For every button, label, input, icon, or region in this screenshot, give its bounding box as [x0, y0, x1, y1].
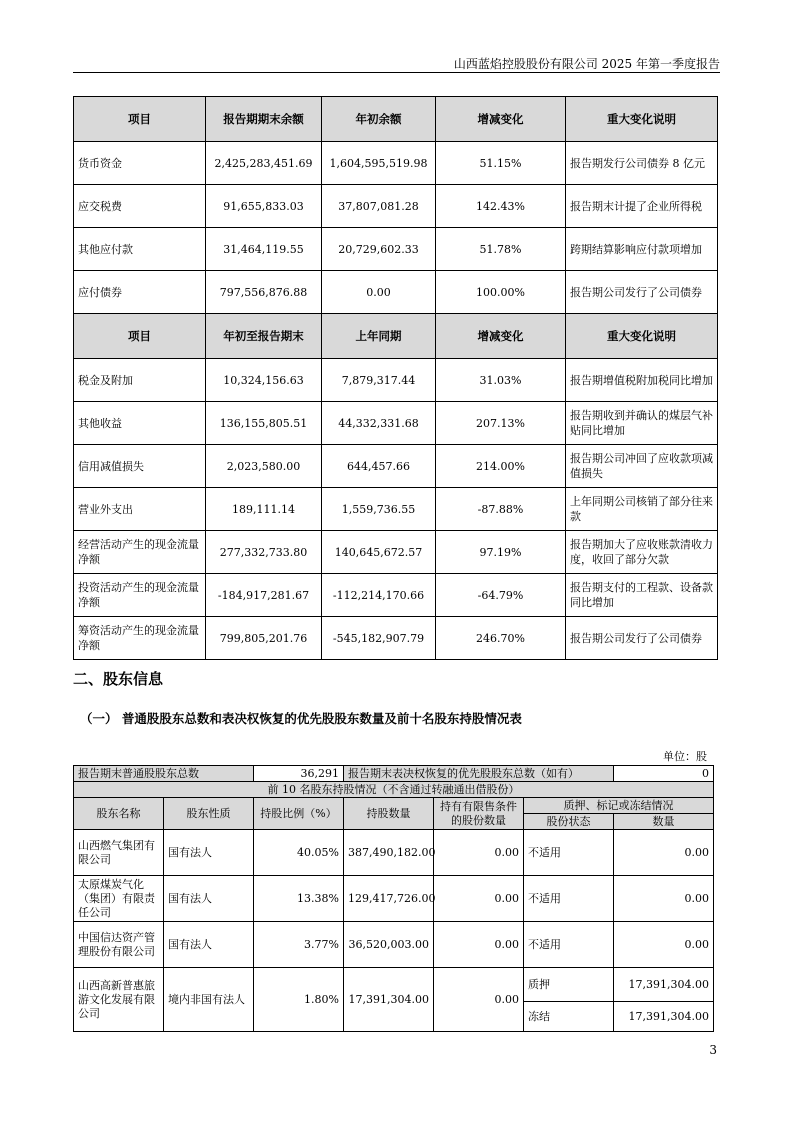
- table-cell: 277,332,733.80: [206, 531, 322, 574]
- table-cell: 0.00: [322, 271, 436, 314]
- table-cell: 142.43%: [436, 185, 566, 228]
- freeze-status: 冻结: [524, 1002, 614, 1032]
- table-cell: 报告期增值税附加税同比增加: [566, 359, 718, 402]
- shareholder-name: 太原煤炭气化（集团）有限责任公司: [74, 876, 164, 922]
- column-header: 重大变化说明: [566, 97, 718, 142]
- table-row: [74, 359, 718, 402]
- shareholder-amount: 0.00: [614, 876, 714, 922]
- pledge-status: 质押: [524, 968, 614, 1002]
- table-cell: 1,559,736.55: [322, 488, 436, 531]
- page-header: 山西蓝焰控股股份有限公司 2025 年第一季度报告: [453, 57, 720, 71]
- table-cell: 246.70%: [436, 617, 566, 660]
- table-cell: 1,604,595,519.98: [322, 142, 436, 185]
- table-row: [74, 228, 718, 271]
- column-header: 报告期期末余额: [206, 97, 322, 142]
- shareholder-status: 不适用: [524, 830, 614, 876]
- table-cell: 140,645,672.57: [322, 531, 436, 574]
- table-cell: 44,332,331.68: [322, 402, 436, 445]
- table-cell: 应交税费: [74, 185, 206, 228]
- shareholder-ratio: 3.77%: [254, 922, 344, 968]
- table-cell: 报告期公司冲回了应收款项减值损失: [566, 445, 718, 488]
- preferred-shareholders-value: 0: [614, 766, 714, 782]
- table-cell: 644,457.66: [322, 445, 436, 488]
- table-row: [74, 142, 718, 185]
- table-cell: 799,805,201.76: [206, 617, 322, 660]
- table-row: [74, 271, 718, 314]
- table-cell: 其他收益: [74, 402, 206, 445]
- shareholder-name: 中国信达资产管理股份有限公司: [74, 922, 164, 968]
- table-cell: 筹资活动产生的现金流量净额: [74, 617, 206, 660]
- shareholder-restricted: 0.00: [434, 876, 524, 922]
- table-cell: 报告期收到并确认的煤层气补贴同比增加: [566, 402, 718, 445]
- table-cell: -64.79%: [436, 574, 566, 617]
- table-cell: 51.78%: [436, 228, 566, 271]
- shareholder-nature: 国有法人: [164, 876, 254, 922]
- shareholder-ratio: 13.38%: [254, 876, 344, 922]
- col-amount-header: 数量: [614, 814, 714, 830]
- shareholder-row: [74, 876, 714, 922]
- table-cell: 97.19%: [436, 531, 566, 574]
- col-name-header: 股东名称: [74, 798, 164, 830]
- column-header: 项目: [74, 314, 206, 359]
- col-status-header: 股份状态: [524, 814, 614, 830]
- shareholder-row: [74, 830, 714, 876]
- table-cell: 其他应付款: [74, 228, 206, 271]
- shareholder-qty: 17,391,304.00: [344, 968, 434, 1032]
- table-cell: 上年同期公司核销了部分往来款: [566, 488, 718, 531]
- table-cell: -545,182,907.79: [322, 617, 436, 660]
- column-header: 增减变化: [436, 314, 566, 359]
- table-row: [74, 185, 718, 228]
- table-cell: 37,807,081.28: [322, 185, 436, 228]
- shareholder-amount: 0.00: [614, 830, 714, 876]
- total-shareholders-value: 36,291: [254, 766, 344, 782]
- shareholder-qty: 387,490,182.00: [344, 830, 434, 876]
- shareholder-ratio: 40.05%: [254, 830, 344, 876]
- table-cell: 投资活动产生的现金流量净额: [74, 574, 206, 617]
- table-cell: 797,556,876.88: [206, 271, 322, 314]
- col-pledge-header: 质押、标记或冻结情况: [524, 798, 714, 814]
- shareholder-nature: 境内非国有法人: [164, 968, 254, 1032]
- table-cell: 报告期公司发行了公司债券: [566, 271, 718, 314]
- table-cell: 20,729,602.33: [322, 228, 436, 271]
- top10-header: 前 10 名股东持股情况（不含通过转融通出借股份）: [74, 782, 714, 798]
- shareholder-qty: 129,417,726.00: [344, 876, 434, 922]
- shareholder-status: 不适用: [524, 922, 614, 968]
- column-header: 年初余额: [322, 97, 436, 142]
- table-row: [74, 574, 718, 617]
- table-row: [74, 402, 718, 445]
- shareholder-restricted: 0.00: [434, 968, 524, 1032]
- table-cell: 31.03%: [436, 359, 566, 402]
- table-cell: 189,111.14: [206, 488, 322, 531]
- shareholder-restricted: 0.00: [434, 830, 524, 876]
- table-cell: 136,155,805.51: [206, 402, 322, 445]
- table-cell: 207.13%: [436, 402, 566, 445]
- col-restricted-header: 持有有限售条件的股份数量: [434, 798, 524, 830]
- table-cell: 货币资金: [74, 142, 206, 185]
- column-header: 年初至报告期末: [206, 314, 322, 359]
- table-cell: 7,879,317.44: [322, 359, 436, 402]
- shareholder-status: 不适用: [524, 876, 614, 922]
- column-header: 重大变化说明: [566, 314, 718, 359]
- table-cell: -184,917,281.67: [206, 574, 322, 617]
- pledge-amount: 17,391,304.00: [614, 968, 714, 1002]
- col-qty-header: 持股数量: [344, 798, 434, 830]
- table-cell: 2,023,580.00: [206, 445, 322, 488]
- table-cell: 应付债券: [74, 271, 206, 314]
- table-cell: 经营活动产生的现金流量净额: [74, 531, 206, 574]
- shareholder-row: [74, 922, 714, 968]
- table-cell: 报告期公司发行了公司债券: [566, 617, 718, 660]
- table-cell: 51.15%: [436, 142, 566, 185]
- shareholder-amount: 0.00: [614, 922, 714, 968]
- table-cell: 跨期结算影响应付款项增加: [566, 228, 718, 271]
- table-row: [74, 531, 718, 574]
- table-cell: -112,214,170.66: [322, 574, 436, 617]
- preferred-shareholders-label: 报告期末表决权恢复的优先股股东总数（如有）: [344, 766, 614, 782]
- section-title: 二、股东信息: [73, 670, 164, 688]
- table-cell: 报告期发行公司债券 8 亿元: [566, 142, 718, 185]
- shareholder-name: 山西高新普惠旅游文化发展有限公司: [74, 968, 164, 1032]
- col-nature-header: 股东性质: [164, 798, 254, 830]
- freeze-amount: 17,391,304.00: [614, 1002, 714, 1032]
- financial-changes-table: [73, 96, 718, 660]
- col-ratio-header: 持股比例（%）: [254, 798, 344, 830]
- shareholder-ratio: 1.80%: [254, 968, 344, 1032]
- header-rule: [73, 72, 720, 73]
- shareholders-table: [73, 765, 714, 1032]
- table-cell: 报告期加大了应收账款清收力度，收回了部分欠款: [566, 531, 718, 574]
- table-cell: 214.00%: [436, 445, 566, 488]
- table-cell: 31,464,119.55: [206, 228, 322, 271]
- table-cell: 91,655,833.03: [206, 185, 322, 228]
- table-row: [74, 488, 718, 531]
- table-cell: 营业外支出: [74, 488, 206, 531]
- table-cell: 信用减值损失: [74, 445, 206, 488]
- shareholder-nature: 国有法人: [164, 830, 254, 876]
- subsection-title: （一） 普通股股东总数和表决权恢复的优先股股东数量及前十名股东持股情况表: [80, 711, 522, 726]
- table-row: [74, 617, 718, 660]
- table-cell: 2,425,283,451.69: [206, 142, 322, 185]
- table-cell: 税金及附加: [74, 359, 206, 402]
- column-header: 增减变化: [436, 97, 566, 142]
- unit-label: 单位：股: [663, 750, 707, 763]
- table-cell: -87.88%: [436, 488, 566, 531]
- shareholder-nature: 国有法人: [164, 922, 254, 968]
- column-header: 项目: [74, 97, 206, 142]
- total-shareholders-label: 报告期末普通股股东总数: [74, 766, 254, 782]
- shareholder-name: 山西燃气集团有限公司: [74, 830, 164, 876]
- table-header-row: [74, 314, 718, 359]
- table-cell: 10,324,156.63: [206, 359, 322, 402]
- table-cell: 报告期末计提了企业所得税: [566, 185, 718, 228]
- table-cell: 100.00%: [436, 271, 566, 314]
- table-row: [74, 445, 718, 488]
- shareholder-restricted: 0.00: [434, 922, 524, 968]
- table-cell: 报告期支付的工程款、设备款同比增加: [566, 574, 718, 617]
- shareholder-qty: 36,520,003.00: [344, 922, 434, 968]
- column-header: 上年同期: [322, 314, 436, 359]
- page-number: 3: [709, 1043, 717, 1057]
- table-header-row: [74, 97, 718, 142]
